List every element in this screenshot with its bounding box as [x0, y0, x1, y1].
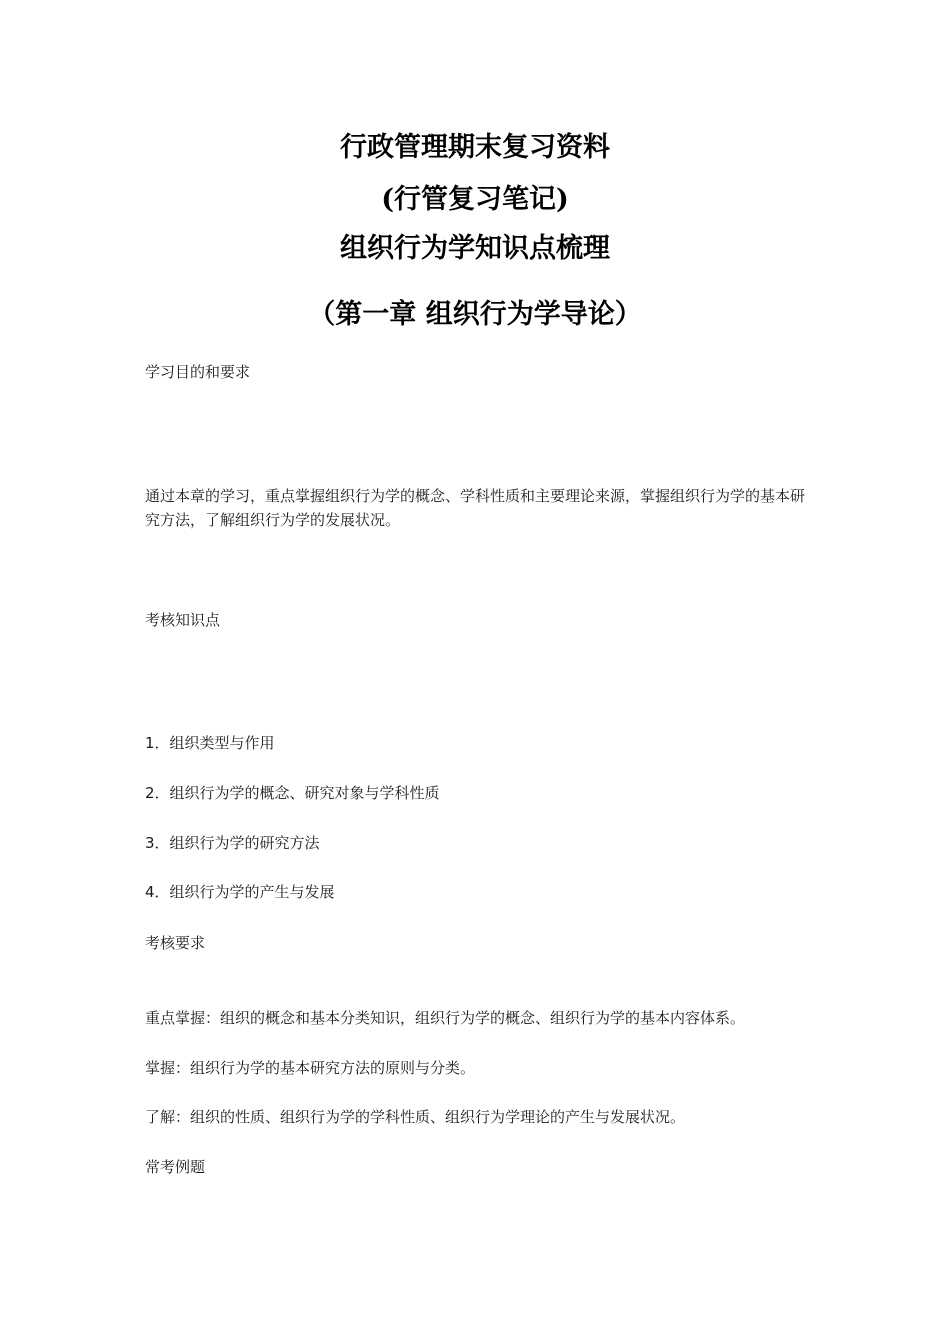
knowledge-item-3: 3．组织行为学的研究方法: [145, 834, 320, 852]
objectives-text: 通过本章的学习，重点掌握组织行为学的概念、学科性质和主要理论来源，掌握组织行为学的基本研究方法，了解组织行为学的发展状况。: [145, 487, 806, 529]
knowledge-heading: 考核知识点: [145, 611, 221, 629]
document-topic-title: 组织行为学知识点梳理: [340, 233, 610, 264]
knowledge-item-4: 4．组织行为学的产生与发展: [145, 883, 335, 901]
objectives-heading: 学习目的和要求: [145, 363, 251, 381]
requirements-heading: 考核要求: [145, 934, 206, 952]
knowledge-item-1: 1．组织类型与作用: [145, 734, 275, 752]
requirement-mastery: 掌握：组织行为学的基本研究方法的原则与分类。: [145, 1059, 476, 1077]
knowledge-item-2: 2．组织行为学的概念、研究对象与学科性质: [145, 784, 440, 802]
chapter-title: （第一章 组织行为学导论）: [308, 299, 642, 330]
document-title: 行政管理期末复习资料: [340, 132, 610, 163]
examples-heading: 常考例题: [145, 1158, 206, 1176]
requirement-understand: 了解：组织的性质、组织行为学的学科性质、组织行为学理论的产生与发展状况。: [145, 1108, 686, 1126]
requirement-key-mastery: 重点掌握：组织的概念和基本分类知识，组织行为学的概念、组织行为学的基本内容体系。: [145, 1009, 746, 1027]
document-subtitle: (行管复习笔记): [381, 184, 569, 215]
